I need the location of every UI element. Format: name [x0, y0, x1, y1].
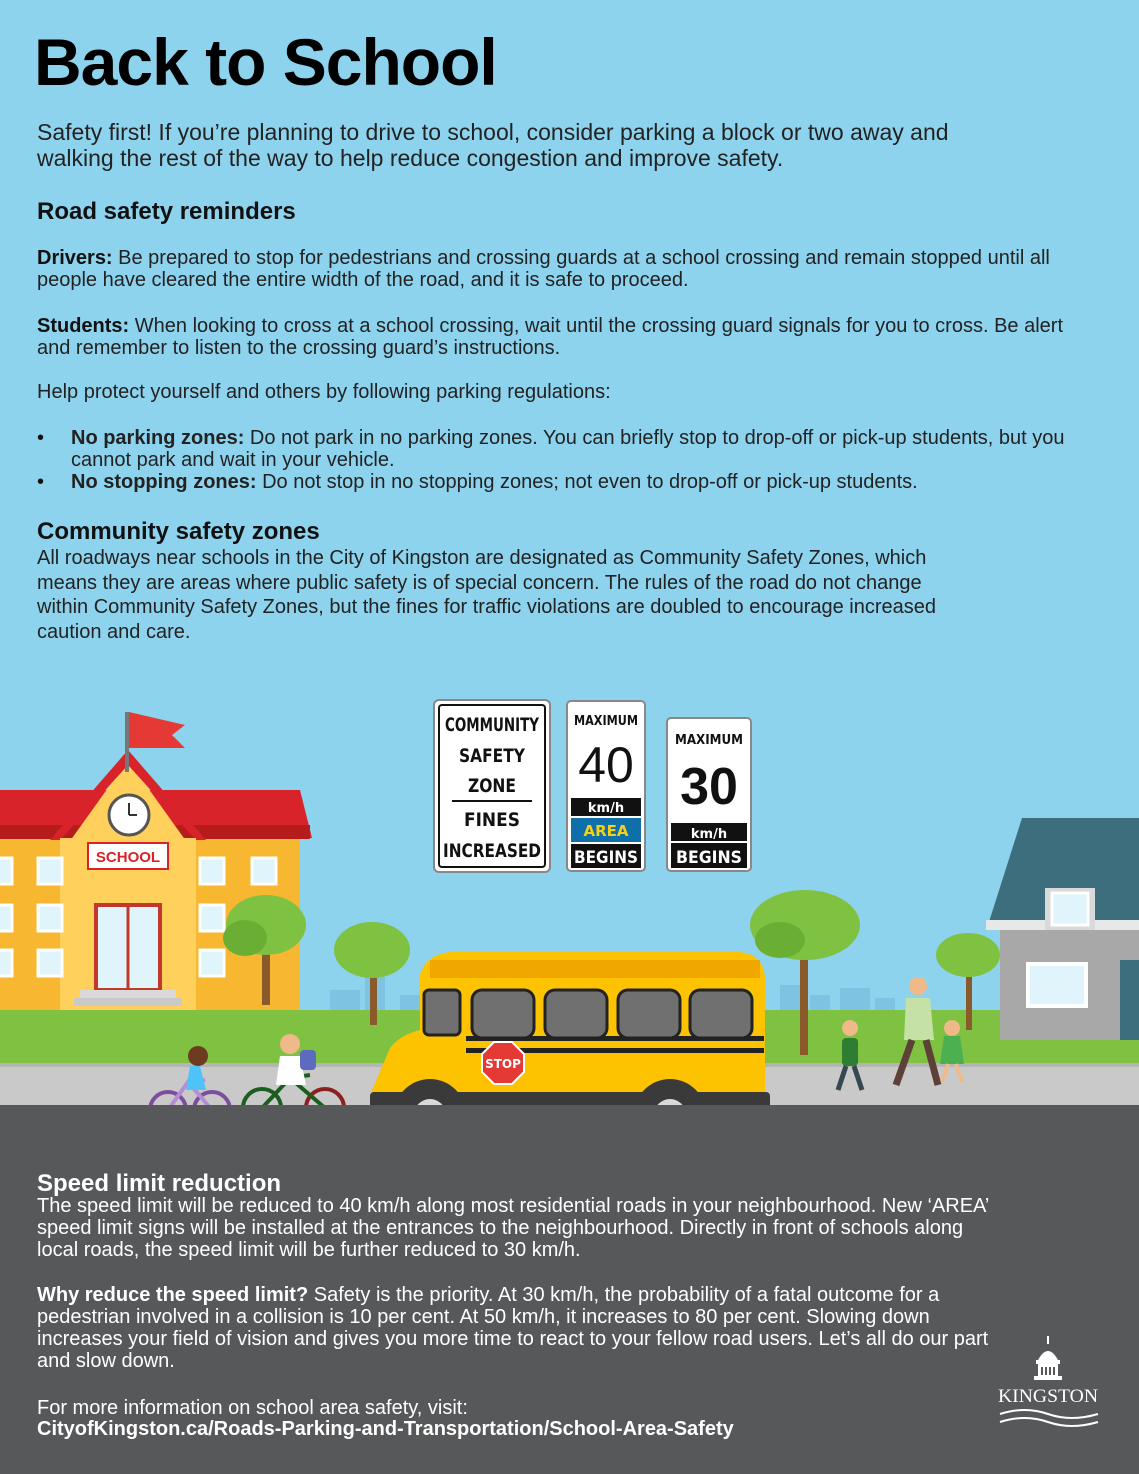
students-text: When looking to cross at a school crossing, wait until the crossing guard signals for you to cross. Be alert and remember to listen to the crossing guard’s instructions.	[37, 315, 1063, 359]
max30-unit: km/h	[690, 827, 728, 842]
csz-line-4: FINES	[464, 809, 520, 831]
drivers-paragraph	[37, 247, 1087, 291]
bullet-text: Do not stop in no stopping zones; not even to drop-off or pick-up students.	[256, 471, 918, 493]
csz-line-2: SAFETY	[459, 745, 526, 767]
bullet-label: No parking zones:	[71, 427, 245, 449]
speed-heading: Speed limit reduction	[37, 1170, 282, 1197]
flag	[129, 712, 185, 748]
bullet-text: Do not park in no parking zones. You can briefly stop to drop-off or pick-up students, but you cannot park and wait in your vehicle.	[71, 427, 1065, 471]
community-heading: Community safety zones	[37, 518, 320, 545]
community-paragraph: All roadways near schools in the City of Kingston are designated as Community Safety Zones, which means they are areas where public safety is of special concern. The rules of the road do not change within Community Safety Zones, but the fines for traffic violations are doubled to encourage increased caution and care.	[37, 547, 937, 643]
bullet-label: No stopping zones:	[71, 471, 257, 493]
why-label: Why reduce the speed limit?	[37, 1284, 309, 1306]
csz-line-3: ZONE	[468, 775, 516, 797]
max30-begins: BEGINS	[676, 848, 742, 868]
road-safety-heading: Road safety reminders	[37, 198, 296, 225]
list-item	[37, 427, 1097, 471]
community-safety-zone-sign	[434, 700, 550, 872]
school-sign-text: SCHOOL	[95, 849, 161, 866]
more-info-link[interactable]: CityofKingston.ca/Roads-Parking-and-Transportation/School-Area-Safety	[37, 1418, 734, 1440]
csz-line-1: COMMUNITY	[445, 714, 540, 736]
why-text: Safety is the priority. At 30 km/h, the probability of a fatal outcome for a pedestrian involved in a collision is 10 per cent. At 50 km/h, it increases to 80 per cent. Slowing down increases your field of vision and gives you more time to react to your fellow road users. Let’s all do our part and slow down.	[37, 1284, 989, 1372]
city-hall-dome-icon	[1034, 1336, 1062, 1380]
max30-top: MAXIMUM	[675, 733, 743, 748]
max30-value: 30	[680, 758, 738, 816]
students-paragraph	[37, 315, 1087, 359]
drivers-text: Be prepared to stop for pedestrians and crossing guards at a school crossing and remain stopped until all people have cleared the entire width of the road, and it is safe to proceed.	[37, 247, 1050, 291]
max40-value: 40	[578, 737, 634, 793]
students-label: Students:	[37, 315, 130, 337]
intro-paragraph: Safety first! If you’re planning to drive to school, consider parking a block or two away and walking the rest of the way to help reduce congestion and improve safety.	[37, 119, 949, 171]
stop-sign-text: STOP	[485, 1057, 521, 1071]
max-30-sign	[667, 718, 751, 871]
max-40-area-sign	[567, 701, 645, 871]
house	[986, 818, 1139, 1040]
max40-top: MAXIMUM	[574, 714, 638, 729]
more-info-text: For more information on school area safety, visit:	[37, 1397, 468, 1419]
drivers-label: Drivers:	[37, 247, 113, 269]
list-item	[37, 471, 1097, 493]
school-scene-illustration	[0, 690, 1139, 1170]
csz-line-5: INCREASED	[443, 840, 541, 862]
max40-unit: km/h	[587, 801, 625, 816]
kingston-logo-text: KINGSTON	[998, 1386, 1099, 1407]
parking-bullet-list	[37, 427, 1097, 493]
speed-paragraph: The speed limit will be reduced to 40 km/h along most residential roads in your neighbourhood. New ‘AREA’ speed limit signs will be installed at the entrances to the neighbourhood. Directly in front of schools along local roads, the speed limit will be further reduced to 30 km/h.	[37, 1195, 989, 1261]
max40-begins: BEGINS	[574, 848, 638, 868]
kingston-logo	[990, 1330, 1110, 1440]
parking-intro: Help protect yourself and others by following parking regulations:	[37, 381, 611, 403]
page-title: Back to School	[34, 25, 497, 99]
max40-area: AREA	[583, 822, 629, 840]
why-paragraph	[37, 1284, 997, 1372]
